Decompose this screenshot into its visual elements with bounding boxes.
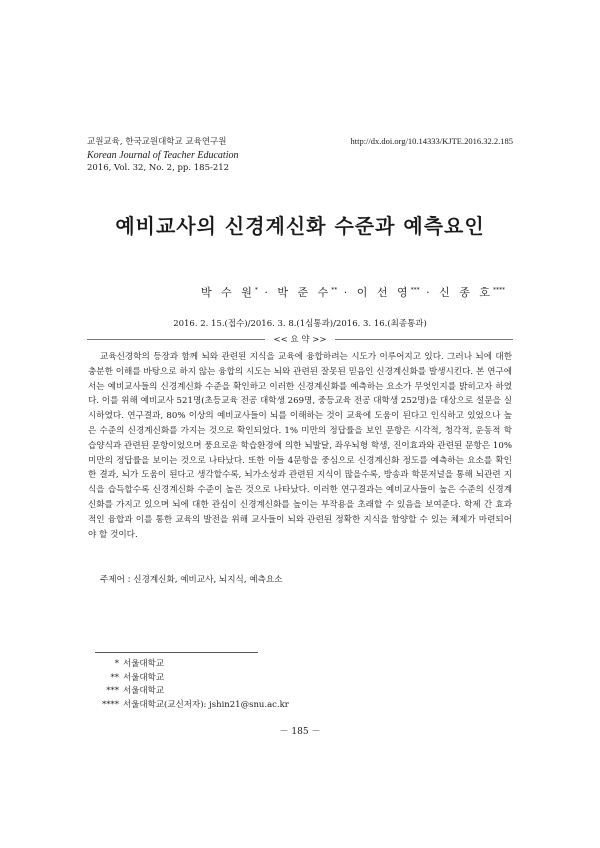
author-name: 신 종 호 (439, 286, 493, 299)
footnotes (95, 658, 289, 712)
summary-rule-right (335, 339, 513, 340)
publisher: 교원교육, 한국교원대학교 교육연구원 (87, 137, 227, 147)
page-number: － 185 － (279, 727, 321, 737)
author-mark: *** (410, 286, 420, 294)
volume-info: 2016, Vol. 32, No. 2, pp. 185-212 (87, 163, 230, 173)
keywords: 주제어 : 신경계신화, 예비교사, 뇌지식, 예측요소 (100, 575, 283, 585)
author-name: 박 수 원 (201, 286, 255, 299)
footnote (95, 658, 289, 672)
paper-title: 예비교사의 신경계신화 수준과 예측요인 (115, 214, 485, 238)
doi-link[interactable]: http://dx.doi.org/10.14333/KJTE.2016.32.2.185 (350, 136, 513, 146)
footnote (95, 672, 289, 686)
author-separator: · (264, 286, 271, 299)
footnote-mark: ** (110, 672, 119, 683)
author-separator: · (426, 286, 433, 299)
footnote-text: 서울대학교 (123, 686, 165, 696)
abstract (88, 350, 512, 542)
footnote-mark: **** (102, 699, 119, 710)
author-mark: * (254, 286, 258, 294)
author-separator: · (343, 286, 351, 299)
summary-header (87, 333, 513, 345)
abstract-text: 교육신경학의 등장과 함께 뇌와 관련된 지식을 교육에 융합하려는 시도가 이루어지고 있다. 그러나 뇌에 대한 충분한 이해를 바탕으로 하지 않는 융합의 시도는 뇌와 관련된 잘못된 믿음인 신경계신화를 발생시킨다. 본 연구에서는 예비교사들의 신경계신화 수준을 확인하고 이러한 신경계신화를 예측하는 요소가 무엇인지를 밝히고자 하였다. 이를 위해 예비교사 521명(초등교육 전공 대학생 269명, 중등교육 전공 대학생 252명)을 대상으로 설문을 실시하였다. 연구결과, 80% 이상의 예비교사들이 뇌를 이해하는 것이 교육에 도움이 된다고 인식하고 있었으나 높은 수준의 신경계신화를 가지는 것으로 확인되었다. 1% 미만의 정답률을 보인 문항은 시각적, 청각적, 운동적 학습양식과 관련된 문항이었으며 풍요로운 학습환경에 의한 뇌발달, 좌우뇌형 학생, 진이효과와 관련된 문항은 10% 미만의 정답률을 보이는 것으로 나타났다. 또한 이들 4문항을 중심으로 신경계신화 정도를 예측하는 요소를 확인한 결과, 뇌가 도움이 된다고 생각할수록, 뇌가소성과 관련된 지식이 많을수록, 방송과 학문저널을 통해 뇌관련 지식을 습득할수록 신경계신화 수준이 높은 것으로 나타났다. 이러한 연구결과는 예비교사들이 높은 수준의 신경계신화를 가지고 있으며 뇌에 대한 관심이 신경계신화를 높이는 부작용을 초래할 수 있음을 보여준다. 학제 간 효과적인 융합과 이를 통한 교육의 발전을 위해 교사들이 뇌와 관련된 정확한 지식을 함양할 수 있는 체제가 마련되어야 할 것이다. (88, 352, 512, 540)
footnote-text: 서울대학교(교신저자): jshin21@snu.ac.kr (123, 699, 289, 710)
footnote-mark: * (114, 659, 119, 669)
journal-header (87, 136, 238, 175)
author-mark: **** (493, 286, 505, 294)
footnote-divider (95, 652, 258, 653)
author-mark: ** (331, 286, 338, 294)
submission-dates: 2016. 2. 15.(접수)/2016. 3. 8.(1심통과)/2016. 3. 16.(최종통과) (173, 319, 427, 329)
footnote (95, 699, 289, 713)
author-name: 이 선 영 (356, 286, 411, 299)
footnote-text: 서울대학교 (123, 659, 165, 669)
footnote-text: 서울대학교 (123, 672, 165, 683)
author-name: 박 준 수 (277, 286, 332, 299)
summary-label: << 요 약 >> (273, 335, 327, 345)
footnote (95, 685, 289, 699)
journal-name: Korean Journal of Teacher Education (87, 150, 239, 161)
footnote-mark: *** (106, 686, 119, 696)
author-list (201, 284, 505, 300)
